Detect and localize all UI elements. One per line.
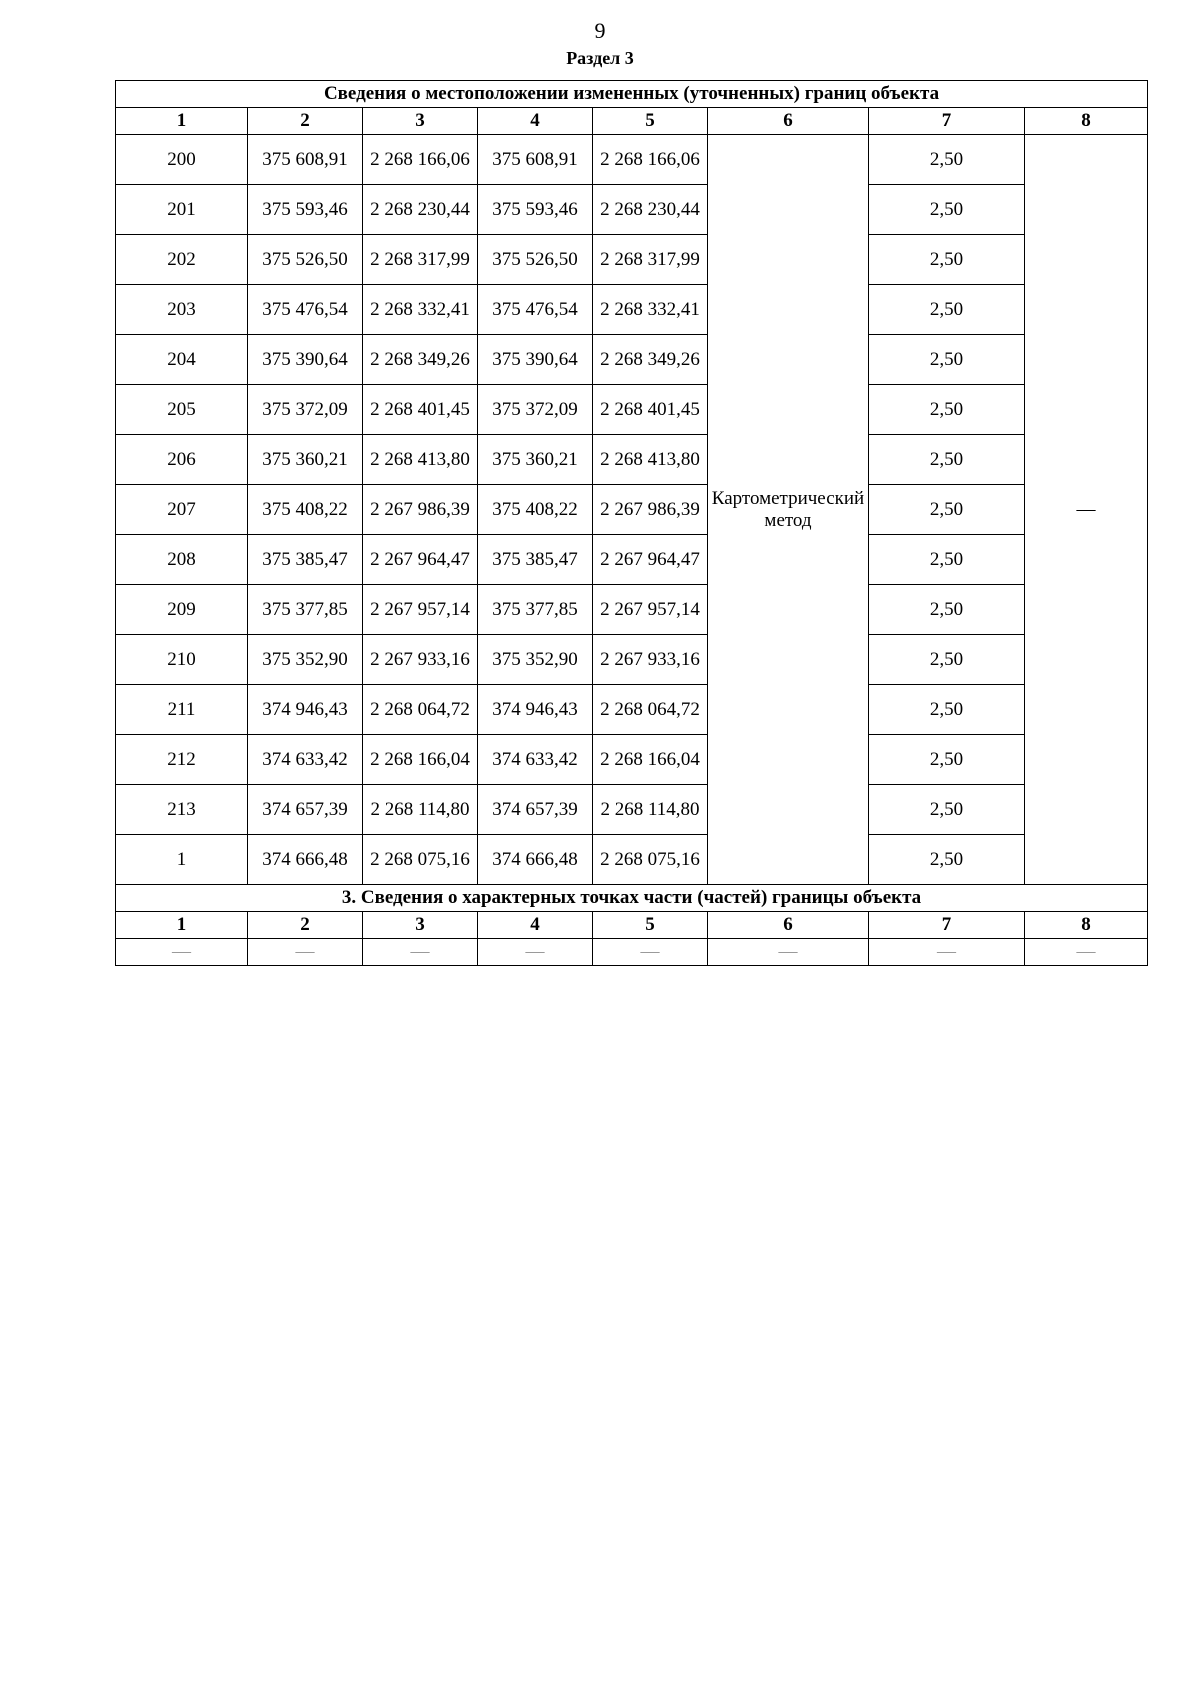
x-new-cell: 375 476,54: [478, 285, 593, 335]
accuracy-cell: 2,50: [869, 285, 1025, 335]
x-new-cell: 375 385,47: [478, 535, 593, 585]
point-number-cell: 209: [116, 585, 248, 635]
column-number: 2: [248, 912, 363, 939]
y-old-cell: 2 267 957,14: [363, 585, 478, 635]
accuracy-cell: 2,50: [869, 485, 1025, 535]
table-row: [116, 535, 1148, 585]
x-new-cell: 374 657,39: [478, 785, 593, 835]
x-old-cell: 374 946,43: [248, 685, 363, 735]
column-number: 6: [708, 912, 869, 939]
point-number-cell: 208: [116, 535, 248, 585]
table-row: [116, 135, 1148, 185]
table-row: [116, 585, 1148, 635]
x-old-cell: 375 476,54: [248, 285, 363, 335]
y-old-cell: 2 267 933,16: [363, 635, 478, 685]
column-number: 5: [593, 108, 708, 135]
point-number-cell: 201: [116, 185, 248, 235]
y-old-cell: 2 268 166,06: [363, 135, 478, 185]
column-number: 2: [248, 108, 363, 135]
point-number-cell: 213: [116, 785, 248, 835]
y-new-cell: 2 268 075,16: [593, 835, 708, 885]
empty-cell: —: [116, 939, 248, 966]
accuracy-cell: 2,50: [869, 685, 1025, 735]
point-number-cell: 210: [116, 635, 248, 685]
x-old-cell: 375 390,64: [248, 335, 363, 385]
column-number: 3: [363, 108, 478, 135]
table-row: [116, 435, 1148, 485]
accuracy-cell: 2,50: [869, 785, 1025, 835]
y-new-cell: 2 268 230,44: [593, 185, 708, 235]
table-row: [116, 635, 1148, 685]
point-number-cell: 207: [116, 485, 248, 535]
y-old-cell: 2 267 964,47: [363, 535, 478, 585]
y-old-cell: 2 268 413,80: [363, 435, 478, 485]
accuracy-cell: 2,50: [869, 135, 1025, 185]
y-new-cell: 2 268 401,45: [593, 385, 708, 435]
table-row: [116, 485, 1148, 535]
x-new-cell: 375 390,64: [478, 335, 593, 385]
y-new-cell: 2 267 957,14: [593, 585, 708, 635]
y-new-cell: 2 268 332,41: [593, 285, 708, 335]
table-row: [116, 735, 1148, 785]
point-number-cell: 206: [116, 435, 248, 485]
column-number-row: [116, 108, 1148, 135]
x-new-cell: 375 377,85: [478, 585, 593, 635]
y-old-cell: 2 268 114,80: [363, 785, 478, 835]
page-number: 9: [594, 18, 606, 43]
table-row: [116, 285, 1148, 335]
x-new-cell: 375 408,22: [478, 485, 593, 535]
parts-table-title: 3. Сведения о характерных точках части (частей) границы объекта: [116, 885, 1148, 912]
y-new-cell: 2 268 064,72: [593, 685, 708, 735]
y-new-cell: 2 268 413,80: [593, 435, 708, 485]
column-number: 1: [116, 912, 248, 939]
x-old-cell: 375 593,46: [248, 185, 363, 235]
section-title: Раздел 3: [566, 48, 634, 68]
table-row: [116, 385, 1148, 435]
table-row: [116, 685, 1148, 735]
point-number-cell: 204: [116, 335, 248, 385]
x-new-cell: 374 666,48: [478, 835, 593, 885]
point-number-cell: 212: [116, 735, 248, 785]
y-old-cell: 2 268 166,04: [363, 735, 478, 785]
point-number-cell: 203: [116, 285, 248, 335]
table-row: [116, 235, 1148, 285]
column-number: 4: [478, 108, 593, 135]
column-number: 3: [363, 912, 478, 939]
x-new-cell: 374 946,43: [478, 685, 593, 735]
x-old-cell: 374 633,42: [248, 735, 363, 785]
accuracy-cell: 2,50: [869, 185, 1025, 235]
accuracy-cell: 2,50: [869, 635, 1025, 685]
table-row: [116, 785, 1148, 835]
point-number-cell: 202: [116, 235, 248, 285]
column-8-cell: —: [1025, 135, 1148, 885]
x-new-cell: 375 372,09: [478, 385, 593, 435]
point-number-cell: 211: [116, 685, 248, 735]
y-old-cell: 2 268 230,44: [363, 185, 478, 235]
point-number-cell: 200: [116, 135, 248, 185]
y-old-cell: 2 268 064,72: [363, 685, 478, 735]
x-old-cell: 374 666,48: [248, 835, 363, 885]
empty-cell: —: [363, 939, 478, 966]
table-row: [116, 835, 1148, 885]
y-new-cell: 2 267 933,16: [593, 635, 708, 685]
y-new-cell: 2 267 986,39: [593, 485, 708, 535]
y-new-cell: 2 268 166,04: [593, 735, 708, 785]
column-number: 8: [1025, 108, 1148, 135]
x-old-cell: 375 385,47: [248, 535, 363, 585]
x-old-cell: 375 372,09: [248, 385, 363, 435]
x-old-cell: 375 408,22: [248, 485, 363, 535]
y-old-cell: 2 267 986,39: [363, 485, 478, 535]
boundary-table: [115, 80, 1148, 966]
empty-cell: —: [708, 939, 869, 966]
column-number: 7: [869, 108, 1025, 135]
accuracy-cell: 2,50: [869, 535, 1025, 585]
x-old-cell: 375 360,21: [248, 435, 363, 485]
table-row: [116, 185, 1148, 235]
y-new-cell: 2 267 964,47: [593, 535, 708, 585]
y-old-cell: 2 268 317,99: [363, 235, 478, 285]
y-old-cell: 2 268 401,45: [363, 385, 478, 435]
empty-cell: —: [478, 939, 593, 966]
accuracy-cell: 2,50: [869, 435, 1025, 485]
x-new-cell: 375 352,90: [478, 635, 593, 685]
accuracy-cell: 2,50: [869, 385, 1025, 435]
accuracy-cell: 2,50: [869, 335, 1025, 385]
y-old-cell: 2 268 332,41: [363, 285, 478, 335]
accuracy-cell: 2,50: [869, 835, 1025, 885]
column-number: 4: [478, 912, 593, 939]
y-new-cell: 2 268 114,80: [593, 785, 708, 835]
point-number-cell: 205: [116, 385, 248, 435]
point-number-cell: 1: [116, 835, 248, 885]
column-number: 5: [593, 912, 708, 939]
column-number: 1: [116, 108, 248, 135]
empty-cell: —: [869, 939, 1025, 966]
x-new-cell: 375 526,50: [478, 235, 593, 285]
table-row: [116, 335, 1148, 385]
y-old-cell: 2 268 075,16: [363, 835, 478, 885]
parts-column-number-row: [116, 912, 1148, 939]
x-new-cell: 375 360,21: [478, 435, 593, 485]
x-old-cell: 375 377,85: [248, 585, 363, 635]
empty-cell: —: [1025, 939, 1148, 966]
x-old-cell: 375 608,91: [248, 135, 363, 185]
y-new-cell: 2 268 166,06: [593, 135, 708, 185]
x-old-cell: 375 526,50: [248, 235, 363, 285]
x-old-cell: 375 352,90: [248, 635, 363, 685]
accuracy-cell: 2,50: [869, 235, 1025, 285]
column-number: 7: [869, 912, 1025, 939]
empty-cell: —: [248, 939, 363, 966]
column-number: 8: [1025, 912, 1148, 939]
column-number: 6: [708, 108, 869, 135]
x-old-cell: 374 657,39: [248, 785, 363, 835]
x-new-cell: 375 608,91: [478, 135, 593, 185]
parts-empty-row: [116, 939, 1148, 966]
table-title: Сведения о местоположении измененных (уточненных) границ объекта: [116, 81, 1148, 108]
method-cell: Картометрический метод: [708, 135, 869, 885]
y-old-cell: 2 268 349,26: [363, 335, 478, 385]
x-new-cell: 374 633,42: [478, 735, 593, 785]
y-new-cell: 2 268 317,99: [593, 235, 708, 285]
y-new-cell: 2 268 349,26: [593, 335, 708, 385]
accuracy-cell: 2,50: [869, 585, 1025, 635]
accuracy-cell: 2,50: [869, 735, 1025, 785]
x-new-cell: 375 593,46: [478, 185, 593, 235]
empty-cell: —: [593, 939, 708, 966]
